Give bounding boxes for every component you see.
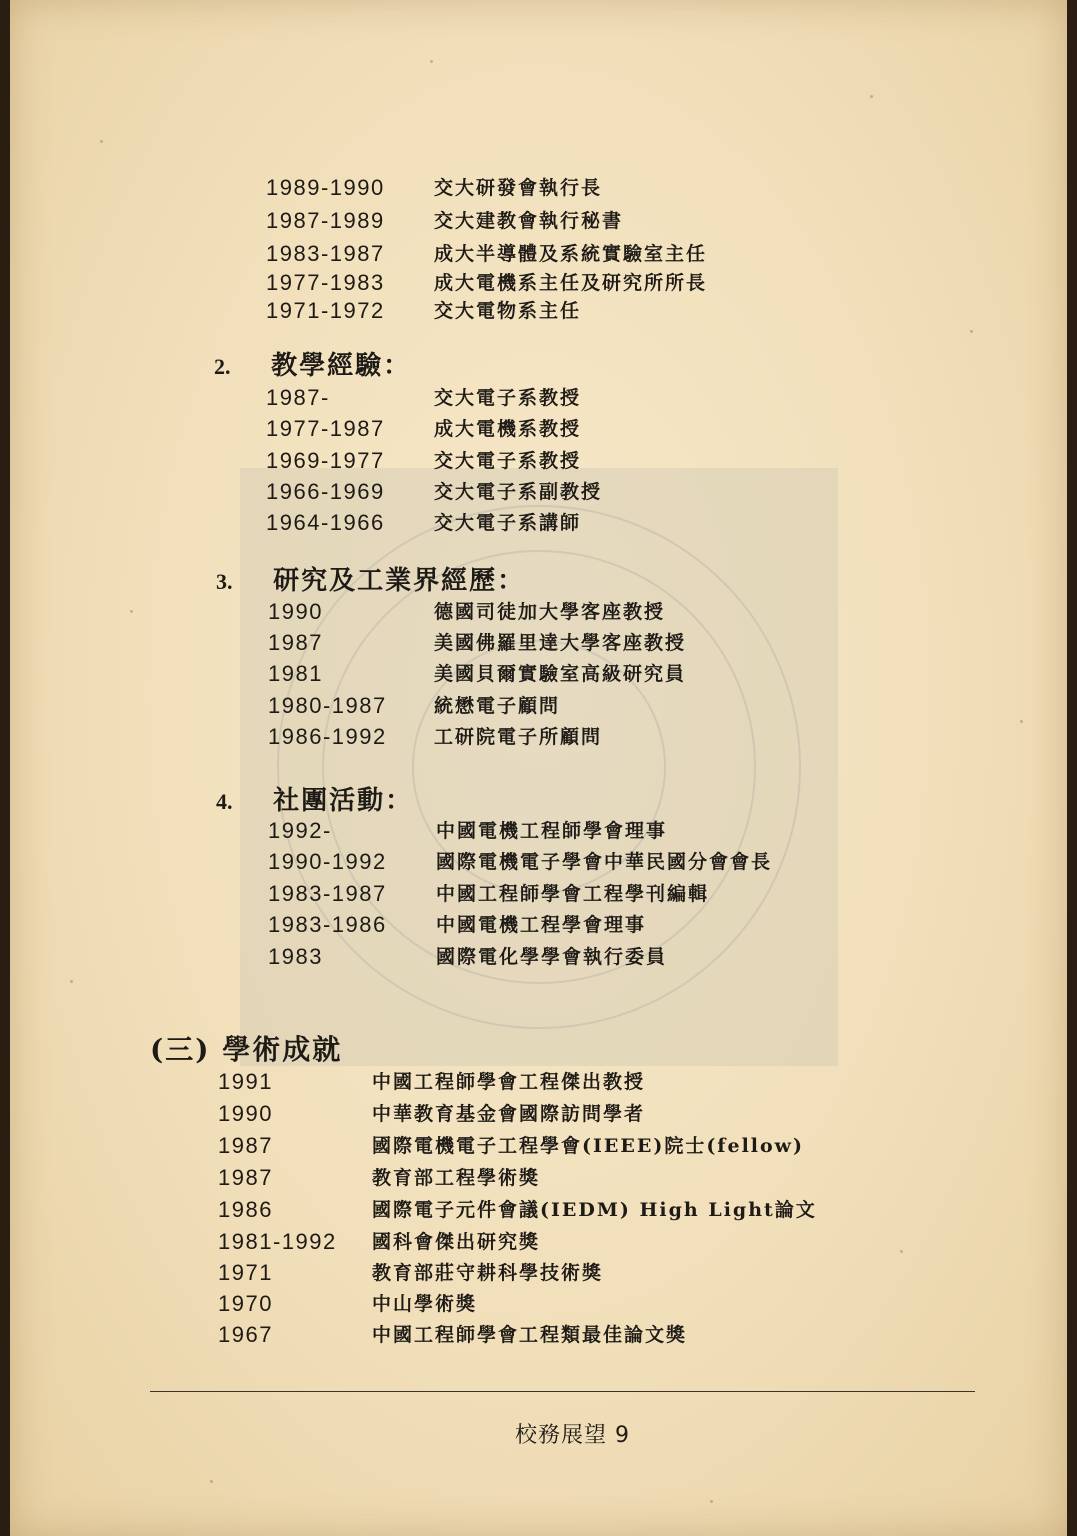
society-position: 中國工程師學會工程學刊編輯 xyxy=(436,883,710,905)
achievement-award: 國科會傑出研究獎 xyxy=(372,1231,541,1253)
achievement-years: 1986 xyxy=(218,1197,273,1222)
paper-speck xyxy=(1020,720,1023,723)
teaching-years: 1987- xyxy=(266,385,330,410)
society-years: 1983-1986 xyxy=(268,912,387,937)
paper-speck xyxy=(430,60,433,63)
research-years: 1986-1992 xyxy=(268,724,387,749)
societies-heading xyxy=(216,780,413,817)
achievements-heading: (三) 學術成就 xyxy=(150,1033,343,1066)
watermark-seal xyxy=(240,468,838,1066)
achievement-years: 1970 xyxy=(218,1291,273,1316)
admin-role-title: 成大半導體及系統實驗室主任 xyxy=(434,243,708,265)
society-position: 國際電機電子學會中華民國分會會長 xyxy=(436,851,773,873)
paper-speck xyxy=(210,1480,213,1483)
admin-role-years: 1977-1983 xyxy=(266,270,385,295)
admin-role-years: 1971-1972 xyxy=(266,298,385,323)
research-years: 1981 xyxy=(268,661,323,686)
teaching-heading-title: 教學經驗： xyxy=(271,351,412,381)
admin-role-years: 1989-1990 xyxy=(266,175,385,200)
research-position: 統懋電子顧問 xyxy=(434,695,561,717)
admin-role-years: 1987-1989 xyxy=(266,208,385,233)
society-years: 1992- xyxy=(268,818,332,843)
teaching-position: 交大電子系教授 xyxy=(434,450,582,472)
research-position: 美國佛羅里達大學客座教授 xyxy=(434,632,687,654)
paper-speck xyxy=(710,1500,713,1503)
research-position: 德國司徒加大學客座教授 xyxy=(434,601,666,623)
research-heading-title: 研究及工業界經歷： xyxy=(273,566,526,596)
teaching-position: 成大電機系教授 xyxy=(434,418,582,440)
research-years: 1990 xyxy=(268,599,323,624)
achievement-award: 中國工程師學會工程類最佳論文獎 xyxy=(372,1324,688,1346)
page-footer: 校務展望 9 xyxy=(515,1423,630,1448)
research-heading-number: 3. xyxy=(216,569,233,594)
research-position: 工研院電子所顧問 xyxy=(434,726,603,748)
society-years: 1990-1992 xyxy=(268,849,387,874)
teaching-years: 1964-1966 xyxy=(266,510,385,535)
achievement-award: 教育部莊守耕科學技術獎 xyxy=(372,1262,604,1284)
society-position: 國際電化學學會執行委員 xyxy=(436,946,668,968)
paper-speck xyxy=(130,610,133,613)
achievement-award: 中華教育基金會國際訪問學者 xyxy=(372,1103,646,1125)
societies-heading-number: 4. xyxy=(216,789,233,814)
research-years: 1987 xyxy=(268,630,323,655)
society-years: 1983-1987 xyxy=(268,881,387,906)
society-position: 中國電機工程學會理事 xyxy=(436,914,647,936)
teaching-position: 交大電子系講師 xyxy=(434,512,582,534)
achievement-award: 教育部工程學術獎 xyxy=(372,1167,541,1189)
achievement-years: 1991 xyxy=(218,1069,273,1094)
societies-heading-title: 社團活動： xyxy=(273,786,414,816)
paper-speck xyxy=(900,1250,903,1253)
teaching-years: 1966-1969 xyxy=(266,479,385,504)
admin-role-years: 1983-1987 xyxy=(266,241,385,266)
admin-role-title: 交大建教會執行秘書 xyxy=(434,210,624,232)
teaching-heading xyxy=(214,345,411,382)
achievement-award: 國際電機電子工程學會(IEEE)院士(fellow) xyxy=(372,1135,805,1157)
achievement-years: 1967 xyxy=(218,1322,273,1347)
teaching-years: 1969-1977 xyxy=(266,448,385,473)
teaching-position: 交大電子系教授 xyxy=(434,387,582,409)
achievement-years: 1987 xyxy=(218,1133,273,1158)
paper-speck xyxy=(970,330,973,333)
achievement-years: 1971 xyxy=(218,1260,273,1285)
achievement-years: 1990 xyxy=(218,1101,273,1126)
admin-role-title: 交大研發會執行長 xyxy=(434,177,603,199)
teaching-years: 1977-1987 xyxy=(266,416,385,441)
achievement-award: 中山學術獎 xyxy=(372,1293,478,1315)
society-position: 中國電機工程師學會理事 xyxy=(436,820,668,842)
admin-role-title: 交大電物系主任 xyxy=(434,300,582,322)
research-heading xyxy=(216,560,525,597)
achievement-years: 1981-1992 xyxy=(218,1229,337,1254)
achievement-award: 國際電子元件會議(IEDM) High Light論文 xyxy=(372,1199,817,1221)
paper-speck xyxy=(870,95,873,98)
footer-divider xyxy=(150,1391,975,1392)
achievement-years: 1987 xyxy=(218,1165,273,1190)
research-position: 美國貝爾實驗室高級研究員 xyxy=(434,663,687,685)
paper-speck xyxy=(70,980,73,983)
achievement-award: 中國工程師學會工程傑出教授 xyxy=(372,1071,646,1093)
research-years: 1980-1987 xyxy=(268,693,387,718)
teaching-position: 交大電子系副教授 xyxy=(434,481,603,503)
society-years: 1983 xyxy=(268,944,323,969)
admin-role-title: 成大電機系主任及研究所所長 xyxy=(434,272,708,294)
document-page xyxy=(10,0,1067,1536)
teaching-heading-number: 2. xyxy=(214,354,231,379)
paper-speck xyxy=(100,140,103,143)
